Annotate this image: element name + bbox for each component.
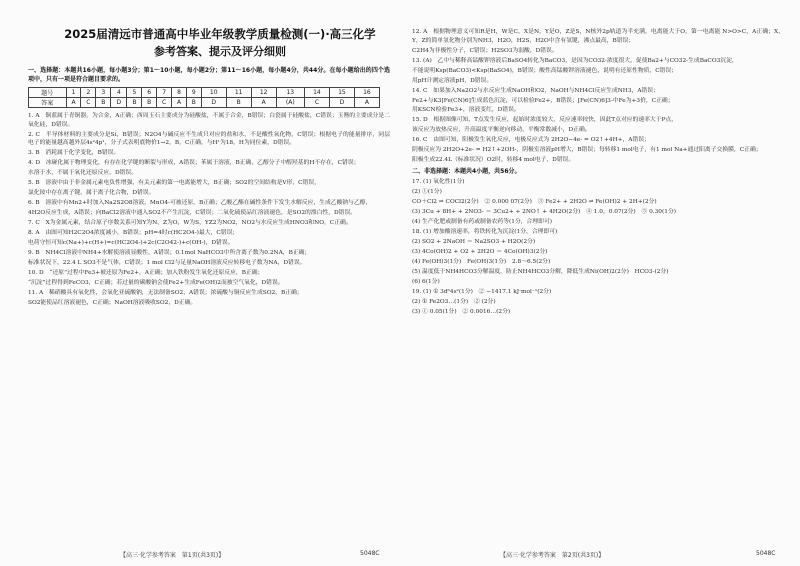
- answer-number-cell: 5: [127, 88, 142, 98]
- question-19-answers: [412, 288, 784, 317]
- explanation-paragraph: 氯化铵中存在离子键，属于离子化合物，D错误。: [28, 190, 155, 197]
- explanation-paragraph: 用KSCN检验Fe3+，溶液变红，D错误。: [412, 107, 520, 114]
- explanation-paragraph: 阴极反应为 2H2O+2e- = H2↑+2OH-，阴极室溶液pH增大，B错误；每转移1 mol电子，有1 mol Na+通过阳离子交换膜，C正确；: [412, 147, 762, 154]
- right-explanations: [412, 28, 784, 165]
- explanation-paragraph: 13. (A) 乙中与稀释高锰酸钾溶液后BaSO4转化为BaCO3，是因为CO32-浓度很大，促使Ba2+与CO32-生成BaCO3沉淀，: [412, 57, 738, 64]
- explanation-paragraph: 4. D 冰碰化属于物理变化，有存在化学键的断裂与形成，A错误；苯属于溶液，B正确，乙醇分子中醇羟基的H不存在，C错误；: [28, 160, 360, 167]
- answer-number-cell: 13: [276, 88, 304, 98]
- answer-letter-cell: C: [304, 98, 329, 108]
- explanation-paragraph: (3) ① 0.05(1分) ② 0.0016…(2分): [412, 308, 511, 315]
- answer-table-header: 答案: [29, 98, 67, 108]
- answer-number-cell: 9: [186, 88, 201, 98]
- explanation-paragraph: Fe2+与K3[Fe(CN)6]生成蓝色沉淀，可以检验Fe2+，B错误；[Fe(CN)6]3-中Fe为+3价，C正确；: [412, 97, 674, 104]
- explanation-paragraph: (2) SO2 + 2NaOH ＝ Na2SO3 + H2O(2分): [412, 238, 536, 245]
- explanation-paragraph: 水溶于水，不属于氧化还原反应，D错误。: [28, 170, 137, 177]
- answer-number-cell: 3: [96, 88, 111, 98]
- answer-number-cell: 14: [304, 88, 329, 98]
- answer-letter-cell: A: [251, 98, 276, 108]
- explanation-paragraph: 不能说明Ksp(BaCO3)<Ksp(BaSO4)，B错误；酸性高锰酸钾溶液褪色，说明有还原性物质，C错误；: [412, 67, 678, 74]
- answer-letter-cell: D: [329, 98, 354, 108]
- answer-letter-cell: B: [127, 98, 142, 108]
- explanation-paragraph: CO＋Cl2 ⇌ COCl2(2分) ② 0.000 07(2分) ③ Fe2+ + 2H2O ⇌ Fe(OH)2 + 2H+(2分): [412, 198, 657, 205]
- title-line-1: 2025届清远市普通高中毕业年级教学质量检测(一)·高三化学: [64, 27, 376, 41]
- answer-letter-cell: B: [96, 98, 111, 108]
- explanation-paragraph: 16. C 由图可知，阳极发生氧化反应，电极反应式为 2H2O−4e- = O2↑+4H+，A错误；: [412, 137, 650, 144]
- section-nonchoice-heading: 二、非选择题：本题共4小题，共56分。: [412, 168, 521, 175]
- explanation-paragraph: 11. A 稀硝酸具有氧化性，会氧化亚硫酸钠，无法制备SO2，A错误；浓硫酸与铜反应生成SO2，B正确；: [28, 290, 303, 297]
- explanation-paragraph: 阳极生成22.4L（标准状况）O2时，转移4 mol电子，D错误。: [412, 157, 575, 164]
- explanation-paragraph: 1. A 铜蓝属于青铜器，为合金，A正确；西周玉石主要成分为硅酸盐，不属于合金，B错误；白瓷属于硅酸盐，C错误；玉簪的主要成分是二氧化硅，D错误。: [28, 113, 390, 128]
- explanation-paragraph: 5. B 溶液中由于非金属元素电负性增强，有关元素的第一电离能增大，B正确；SO2的空间结构是V形，C错误，: [28, 180, 320, 187]
- answer-letter-cell: C: [81, 98, 96, 108]
- question-17-answers: [412, 178, 784, 227]
- explanation-paragraph: 15. D 根据图像可知，T点发生反应，起始时浓度较大，反应速率较快，因此T点对应的速率大于P点，: [412, 117, 678, 124]
- explanation-paragraph: (2) ① Fe2O3…(1分) ② (2分): [412, 298, 496, 305]
- answer-number-cell: 1: [66, 88, 81, 98]
- answer-number-cell: 10: [201, 88, 226, 98]
- answer-number-cell: 2: [81, 88, 96, 98]
- explanation-paragraph: 18. (1) 增加酸溶速率，将铁转化为沉淀(1分，合理即可): [412, 228, 558, 235]
- answer-number-cell: 7: [157, 88, 172, 98]
- answer-number-cell: 8: [172, 88, 187, 98]
- answer-letter-cell: B: [226, 98, 251, 108]
- explanation-paragraph: 2. C 半导体材料的主要成分是Si，B错误；N2O4与碱反应不生成只对应的盐和水，不是酸性氧化物，C错误；根据电子的能量排序，同层电子的能量越高越外层4s²4p¹，分子式表明底物价1→2，B，C正确，与H¹为18，H为同位素，D错误。: [28, 131, 390, 147]
- section-choice-heading: 一、选择题：本题共16小题，每小题3分；第1～10小题，每小题2分；第11～16小题，每小题4分，共44分。在每小题给出的四个选项中，只有一项是符合题目要求的。: [28, 67, 390, 83]
- right-content: [412, 28, 784, 540]
- explanation-paragraph: C2H4为非极性分子，C错误；H2SO3为弱酸，D错误。: [412, 47, 558, 54]
- explanation-paragraph: (4) 生产化肥或制备有药或制备农药等(1分，合理即可): [412, 218, 553, 225]
- answer-letter-cell: A: [66, 98, 81, 108]
- answer-table: [28, 87, 380, 108]
- left-explanations: [28, 112, 390, 308]
- answer-letter-cell: A: [172, 98, 187, 108]
- answer-number-cell: 15: [329, 88, 354, 98]
- explanation-paragraph: “沉淀”过程得到FeCO3，C正确；若过量的碳酸钠会使Fe2+生成Fe(OH)2而被空气氧化，D错误。: [28, 280, 284, 287]
- explanation-paragraph: (5) 温度低于NH4HCO3分解温度，防止NH4HCO3分解，降低生成Ni(OH)2(2分) HCO3-(2分): [412, 268, 669, 275]
- answer-letter-cell: B: [186, 98, 201, 108]
- question-18-answers: [412, 228, 784, 287]
- answer-letter-cell: D: [201, 98, 226, 108]
- answer-letter-cell: (A): [276, 98, 304, 108]
- footer-code: 5048C: [756, 550, 776, 557]
- explanation-paragraph: 用pH计测定溶液pH，D错误。: [412, 77, 493, 84]
- explanation-paragraph: SO2能使品红溶液褪色，C正确；NaOH溶液吸收SO2，D正确。: [28, 300, 197, 307]
- explanation-paragraph: 8. A 由图可知H2C2O4浓度减小，B错误；pH=4时c(HC2O4-)最大，C错误；: [28, 230, 239, 237]
- explanation-paragraph: (3) 3Cu + 8H+ + 2NO3- ＝ 3Cu2+ + 2NO↑ + 4H2O(2分) ④ 1.0，0.07(2分) ⑤ 0.30(1分): [412, 208, 677, 215]
- answer-number-cell: 11: [226, 88, 251, 98]
- explanation-paragraph: 19. (1) ① 3d⁶4s²(1分) ② −1417.1 kJ·mol⁻¹(2分): [412, 288, 552, 295]
- explanation-paragraph: 3. B 消耗属于化学变化，B错误。: [28, 150, 120, 157]
- explanation-paragraph: 10. D “还原”过程中Fe3+被还原为Fe2+，A正确；加入铁粉发生氧化还原反应，B正确；: [28, 270, 264, 277]
- explanation-paragraph: 14. C 如果加入Na2O2与水反应生成NaOH和O2，NaOH与NH4Cl反应生成NH3，A错误；: [412, 87, 659, 94]
- explanation-paragraph: 17. (1) 氧化性(1分): [412, 178, 465, 185]
- explanation-paragraph: 电荷守恒可知c(Na+)+c(H+)=c(HC2O4-)+2c(C2O42-)+c(OH-)，D错误。: [28, 240, 234, 247]
- answer-number-cell: 6: [142, 88, 157, 98]
- answer-letter-cell: B: [142, 98, 157, 108]
- footer-page-label: 【高三·化学参考答案 第2页(共3页)】: [500, 552, 605, 559]
- explanation-paragraph: 6. B 溶液中有Mn2+时加入Na2S2O8溶液，MnO4-可被还原，B正确；乙酸乙酯在碱性条件下发生水解反应，生成乙酸钠与乙醇，: [28, 200, 372, 207]
- footer-page-label: 【高三·化学参考答案 第1页(共3页)】: [120, 552, 225, 559]
- explanation-paragraph: 12. A 根据物理意义可知R是H，W是C，X是N，Y是O，Z是S，N核外2p轨道为半充满，电离能大于O，第一电离能 N>O>C，A正确；X，Y，Z的简单氢化物分别为NH3，H2O，H2S，H2O中含有氢键，沸点最高，B错误；: [412, 29, 784, 44]
- explanation-paragraph: (4) Fe(OH)3(1分) Fe(OH)3(1分) 2.8～6.5(2分): [412, 258, 551, 265]
- explanation-paragraph: (2) ①(1分): [412, 188, 442, 195]
- answer-letter-cell: D: [111, 98, 127, 108]
- answer-number-cell: 16: [354, 88, 379, 98]
- explanation-paragraph: (3) 4Co(OH)2 + O2 + 2H2O ＝ 4Co(OH)3(2分): [412, 248, 548, 255]
- answer-letter-cell: A: [354, 98, 379, 108]
- explanation-paragraph: 7. C X为金属元素，结合原子序数关系可知Y为N，Z为O，W为S，YZ2为NO2，NO2与水反应生成HNO3和NO，C正确。: [28, 220, 352, 227]
- page-right: [400, 0, 800, 566]
- answer-number-cell: 4: [111, 88, 127, 98]
- explanation-paragraph: 该反应为放热反应，升高温度平衡逆向移动，平衡常数减小，D正确。: [412, 127, 591, 134]
- explanation-paragraph: 标准状况下，22.4 L SO3不是气体，C错误；1 mol Cl2与足量NaOH溶液反应转移电子数为NA，D错误。: [28, 260, 306, 267]
- explanation-paragraph: 4H2O反应生成，A错误；向BaCl2溶液中通入SO2不产生沉淀，C错误；二氧化硫使品红溶液褪色，是SO2的漂白性，D错误。: [28, 210, 357, 217]
- answer-number-cell: 12: [251, 88, 276, 98]
- answer-table-header: 题号: [29, 88, 67, 98]
- answer-letter-cell: C: [157, 98, 172, 108]
- title-line-2: 参考答案、提示及评分细则: [154, 45, 286, 58]
- footer-code: 5048C: [360, 550, 380, 557]
- explanation-paragraph: 9. B NH4Cl溶液中NH4+水解使溶液显酸性，A错误；0.1mol NaHCO3中所含离子数为0.2NA，B正确；: [28, 250, 311, 257]
- document-title: [60, 26, 380, 60]
- explanation-paragraph: (6) 6(1分): [412, 278, 440, 285]
- left-content: [28, 64, 390, 540]
